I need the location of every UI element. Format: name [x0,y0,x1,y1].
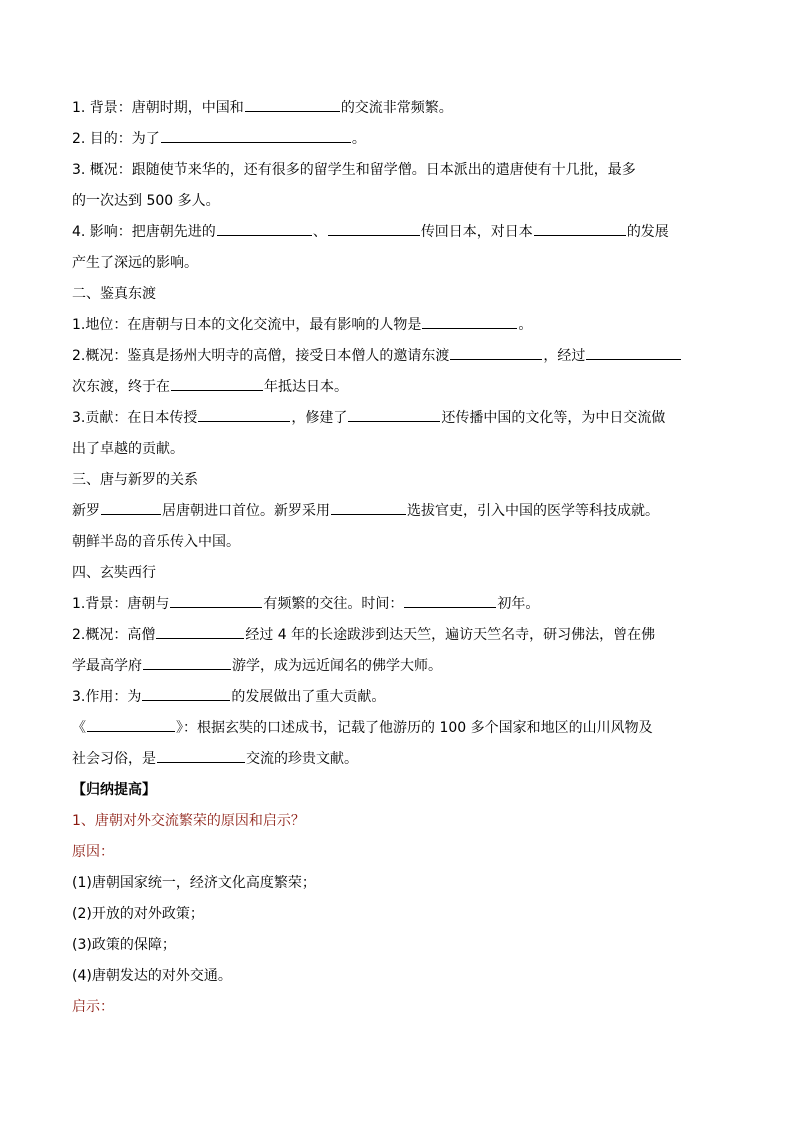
heading-text: 【归纳提高】 [72,782,156,798]
text: 、 [312,224,327,240]
fill-blank[interactable] [331,499,406,515]
fill-blank[interactable] [101,499,161,515]
text: ，修建了 [291,410,348,426]
section-heading-jianzhen [72,279,724,310]
text: 还传播中国的文化等，为中日交流做 [441,410,666,426]
fill-blank[interactable] [143,654,231,670]
fill-blank[interactable] [534,220,626,236]
text: 2.概况：鉴真是扬州大明寺的高僧，接受日本僧人的邀请东渡 [72,348,450,364]
fill-blank[interactable] [170,592,262,608]
jianzhen-contribution-line2 [72,434,724,465]
text: 初年。 [497,596,540,612]
fill-blank[interactable] [156,623,244,639]
summary-question [72,806,724,837]
fill-blank[interactable] [245,96,340,112]
fill-blank[interactable] [171,375,263,391]
text: (4)唐朝发达的对外交通。 [72,968,232,984]
text: 经过 4 年的长途跋涉到达天竺，遍访天竺名寺，研习佛法，曾在佛 [245,627,656,643]
heading-text: 四、玄奘西行 [72,565,156,581]
reason-item [72,930,724,961]
heading-text: 二、鉴真东渡 [72,286,156,302]
text: 传回日本，对日本 [420,224,533,240]
fill-blank[interactable] [142,685,230,701]
xuanzang-role [72,682,724,713]
fill-blank[interactable] [586,344,681,360]
jianzhen-contribution-line1 [72,403,724,434]
text: 。 [351,131,366,147]
text: 1. 背景：唐朝时期，中国和 [72,100,244,116]
fill-blank[interactable] [217,220,312,236]
text: 2.概况：高僧 [72,627,156,643]
fill-blank[interactable] [161,127,351,143]
item-overview-line2 [72,186,724,217]
jianzhen-status [72,310,724,341]
fill-blank[interactable] [328,220,420,236]
heading-text: 三、唐与新罗的关系 [72,472,198,488]
text: 3.作用：为 [72,689,142,705]
text: ，经过 [543,348,586,364]
reason-item [72,868,724,899]
text: 朝鲜半岛的音乐传入中国。 [72,534,240,550]
fill-blank[interactable] [348,406,440,422]
text: 社会习俗，是 [72,751,156,767]
silla-line2 [72,527,724,558]
text: (2)开放的对外政策； [72,906,204,922]
text: 的交流非常频繁。 [340,100,453,116]
text: 交流的珍贵文献。 [246,751,358,767]
xuanzang-background [72,589,724,620]
text: 出了卓越的贡献。 [72,441,184,457]
section-heading-xuanzang [72,558,724,589]
text: 居唐朝进口首位。新罗采用 [162,503,330,519]
text: 1.背景：唐朝与 [72,596,170,612]
text: 2. 目的：为了 [72,131,160,147]
text: 新罗 [72,503,100,519]
item-background [72,93,724,124]
jianzhen-overview-line2 [72,372,724,403]
text: 1.地位：在唐朝与日本的文化交流中，最有影响的人物是 [72,317,422,333]
reason-item [72,961,724,992]
fill-blank[interactable] [422,313,517,329]
xuanzang-overview-line2 [72,651,724,682]
section-heading-silla [72,465,724,496]
fill-blank[interactable] [198,406,290,422]
text: 有频繁的交往。时间： [263,596,404,612]
fill-blank[interactable] [404,592,496,608]
text: 次东渡，终于在 [72,379,170,395]
fill-blank[interactable] [157,747,245,763]
reason-item [72,899,724,930]
jianzhen-overview-line1 [72,341,724,372]
text: 年抵达日本。 [264,379,348,395]
text: (3)政策的保障； [72,937,176,953]
summary-heading [72,775,724,806]
xuanzang-book-line1 [72,713,724,744]
fill-blank[interactable] [87,716,175,732]
text: 4. 影响：把唐朝先进的 [72,224,216,240]
item-overview-line1 [72,155,724,186]
text: 的发展做出了重大贡献。 [231,689,386,705]
text: 3.贡献：在日本传授 [72,410,198,426]
text: 》：根据玄奘的口述成书，记载了他游历的 100 多个国家和地区的山川风物及 [176,720,653,736]
text: 3. 概况：跟随使节来华的，还有很多的留学生和留学僧。日本派出的遣唐使有十几批，最多 [72,162,636,178]
item-purpose [72,124,724,155]
insight-label [72,992,724,1023]
item-influence-line2 [72,248,724,279]
reasons-label [72,837,724,868]
text: 启示： [72,999,114,1015]
text: 。 [518,317,533,333]
item-influence-line1 [72,217,724,248]
text: 《 [72,720,86,736]
silla-line1 [72,496,724,527]
text: 原因： [72,844,114,860]
document-page [72,93,724,1023]
xuanzang-book-line2 [72,744,724,775]
xuanzang-overview-line1 [72,620,724,651]
text: 游学，成为远近闻名的佛学大师。 [232,658,442,674]
fill-blank[interactable] [450,344,542,360]
text: (1)唐朝国家统一，经济文化高度繁荣； [72,875,316,891]
text: 的一次达到 500 多人。 [72,193,220,209]
text: 学最高学府 [72,658,142,674]
text: 的发展 [626,224,669,240]
text: 选拔官吏，引入中国的医学等科技成就。 [407,503,659,519]
text: 产生了深远的影响。 [72,255,198,271]
text: 1、唐朝对外交流繁荣的原因和启示？ [72,813,305,829]
